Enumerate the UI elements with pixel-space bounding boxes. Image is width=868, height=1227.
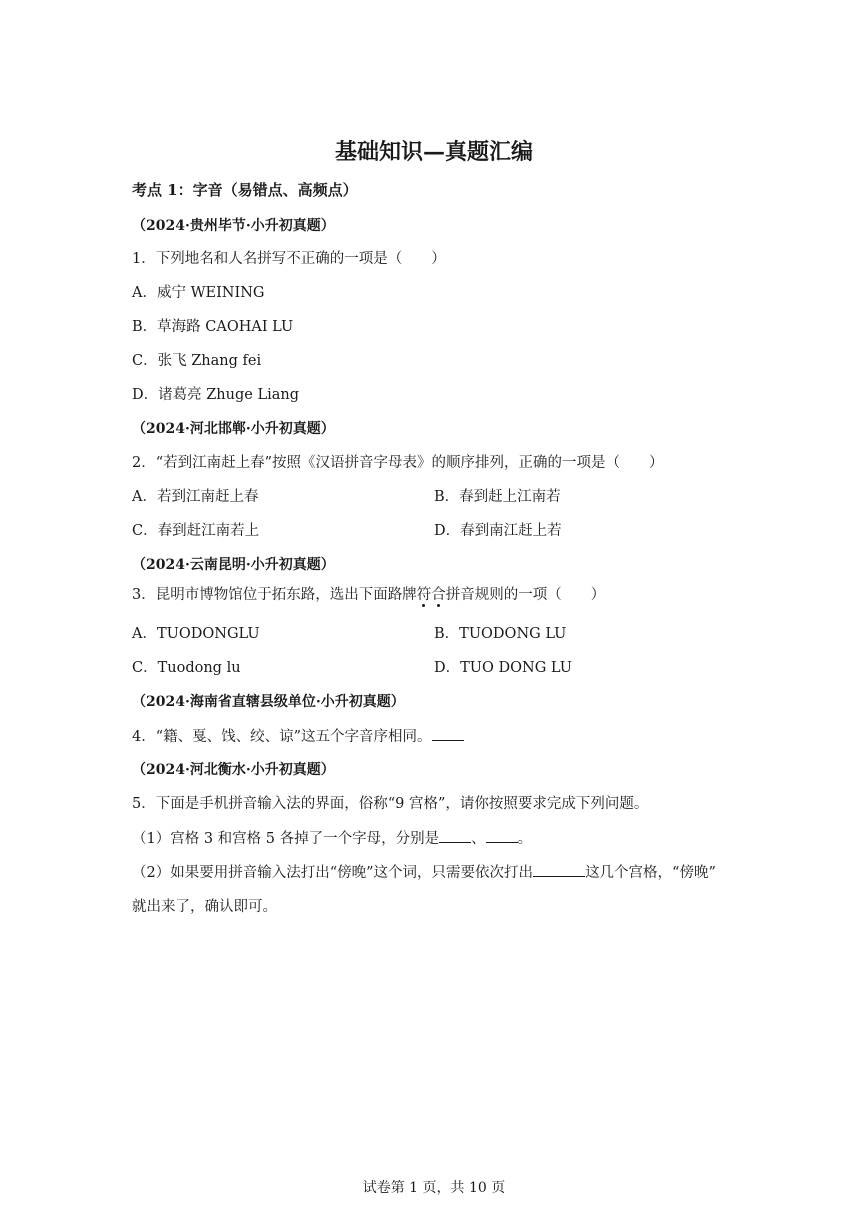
q5-stem: 5．下面是手机拼音输入法的界面，俗称“9 宫格”，请你按照要求完成下列问题。 [132, 796, 649, 812]
q2-option-b: B．春到赶上江南若 [434, 489, 561, 505]
q4-stem-text: 4．“籍、戛、饯、绞、谅”这五个字音序相同。 [132, 729, 432, 745]
q5-part-1-blank-2[interactable] [486, 828, 518, 843]
q2-option-a: A．若到江南赶上春 [132, 489, 259, 505]
q5-part-2-text-after: 这几个宫格，“傍晚” [585, 865, 716, 881]
section-heading: 考点 1：字音（易错点、高频点） [132, 181, 358, 199]
document-title: 基础知识—真题汇编 [334, 139, 533, 165]
q1-source: （2024·贵州毕节·小升初真题） [132, 218, 335, 234]
q4-source: （2024·海南省直辖县级单位·小升初真题） [132, 694, 405, 710]
q3-stem [132, 585, 605, 605]
q5-part-2-blank[interactable] [533, 862, 585, 877]
q3-stem-pre: 3．昆明市博物馆位于拓东路，选出下面路牌 [132, 587, 417, 603]
q4-stem [132, 726, 464, 747]
q1-option-b: B．草海路 CAOHAI LU [132, 319, 294, 335]
q3-stem-post: 拼音规则的一项（ ） [445, 587, 606, 603]
q5-part-1-text: （1）宫格 3 和宫格 5 各掉了一个字母，分别是 [132, 831, 440, 847]
q4-answer-blank[interactable] [432, 726, 464, 741]
q5-part-2-continued: 就出来了，确认即可。 [132, 899, 277, 915]
q2-stem: 2．“若到江南赶上春”按照《汉语拼音字母表》的顺序排列，正确的一项是（ ） [132, 455, 664, 471]
page-footer: 试卷第 1 页，共 10 页 [362, 1180, 506, 1196]
q5-part-2-text: （2）如果要用拼音输入法打出“傍晚”这个词，只需要依次打出 [132, 865, 534, 881]
q5-part-1-end: 。 [517, 831, 533, 847]
q1-stem: 1．下列地名和人名拼写不正确的一项是（ ） [132, 251, 446, 267]
q1-option-d: D．诸葛亮 Zhuge Liang [132, 387, 299, 403]
q3-source: （2024·云南昆明·小升初真题） [132, 557, 335, 573]
q3-option-d: D．TUO DONG LU [434, 660, 572, 676]
q3-option-a: A．TUODONGLU [132, 626, 260, 642]
q3-option-c: C．Tuodong lu [132, 660, 241, 676]
q5-source: （2024·河北衡水·小升初真题） [132, 762, 335, 778]
q3-emphasis-char-2: 合 [431, 587, 446, 603]
q5-part-1-separator: 、 [471, 831, 486, 847]
q1-option-a: A．威宁 WEINING [132, 285, 265, 301]
q5-part-2 [132, 862, 716, 883]
q2-option-c: C．春到赶江南若上 [132, 523, 260, 539]
q5-part-1 [132, 828, 532, 849]
q2-option-d: D．春到南江赶上若 [434, 523, 562, 539]
q3-option-b: B．TUODONG LU [434, 626, 567, 642]
q1-option-c: C．张飞 Zhang fei [132, 353, 262, 369]
q3-emphasis-char-1: 符 [416, 587, 432, 603]
q5-part-1-blank-1[interactable] [439, 828, 471, 843]
q2-source: （2024·河北邯郸·小升初真题） [132, 421, 335, 437]
